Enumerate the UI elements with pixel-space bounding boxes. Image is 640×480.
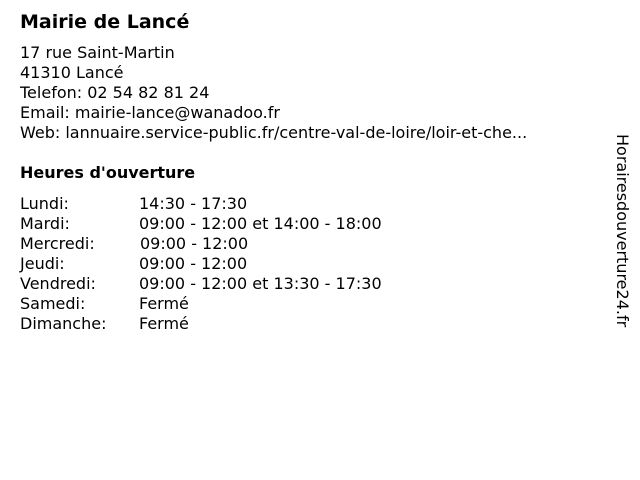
day-label: Vendredi: (20, 274, 96, 293)
time-value: 09:00 - 12:00 et 13:30 - 17:30 (139, 274, 382, 293)
time-value: 09:00 - 12:00 (140, 234, 249, 253)
day-label: Dimanche: (20, 314, 107, 333)
street-address: 17 rue Saint-Martin (20, 43, 175, 62)
day-label: Samedi: (20, 294, 86, 313)
page-title: Mairie de Lancé (20, 11, 190, 33)
day-label: Jeudi: (20, 254, 65, 273)
day-label: Mardi: (20, 214, 70, 233)
web-link[interactable]: Web: lannuaire.service-public.fr/centre-val-de-loire/loir-et-che... (20, 123, 528, 142)
site-watermark: Horairesdouverture24.fr (613, 134, 632, 328)
time-value: Fermé (139, 294, 189, 313)
time-value: 09:00 - 12:00 (139, 254, 248, 273)
time-value: 14:30 - 17:30 (139, 194, 248, 213)
day-label: Lundi: (20, 194, 69, 213)
day-label: Mercredi: (20, 234, 95, 253)
phone-line[interactable]: Telefon: 02 54 82 81 24 (20, 83, 210, 102)
city-postal: 41310 Lancé (20, 63, 124, 82)
email-line[interactable]: Email: mairie-lance@wanadoo.fr (20, 103, 280, 122)
time-value: Fermé (139, 314, 189, 333)
time-value: 09:00 - 12:00 et 14:00 - 18:00 (139, 214, 382, 233)
address-block (20, 43, 527, 143)
hours-heading: Heures d'ouverture (20, 163, 196, 182)
